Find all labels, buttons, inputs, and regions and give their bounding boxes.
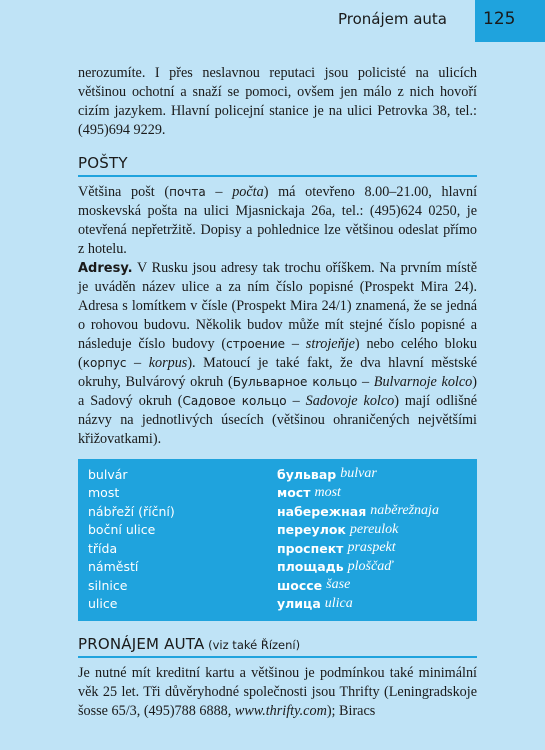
page-number: 125 xyxy=(483,9,516,29)
vocab-row xyxy=(88,502,477,521)
vocab-transliteration: naběrežnaja xyxy=(370,503,439,519)
vocab-transliteration: pereulok xyxy=(349,521,399,537)
vocab-row xyxy=(88,521,477,540)
vocab-czech: ulice xyxy=(88,596,118,612)
section-cross-reference: (viz také Řízení) xyxy=(204,638,301,652)
section-title: PRONÁJEM AUTA xyxy=(78,635,205,653)
vocab-transliteration: bulvar xyxy=(340,466,377,482)
thrifty-url: www.thrifty.com xyxy=(234,703,327,719)
vocab-row xyxy=(88,576,477,595)
vocab-russian: мост xyxy=(277,485,311,501)
vocab-czech: silnice xyxy=(88,577,128,593)
vocab-transliteration: most xyxy=(314,484,341,500)
vocab-czech: most xyxy=(88,485,120,501)
intro-paragraph: nerozumíte. I přes neslavnou reputaci jsou policisté na ulicích většinou ochotní a snaží se pomoci, ovšem jen málo z nich hovoří cizím jazykem. Hlavní policejní stanice je na ulici Petrovka 38, tel.: (495)694 9229. xyxy=(78,65,477,138)
vocab-czech: boční ulice xyxy=(88,522,156,538)
vocab-transliteration: šase xyxy=(326,577,351,593)
adresy-paragraph: Adresy. V Rusku jsou adresy tak trochu oříškem. Na prvním místě je uváděn název ulice a za ním číslo popisné (Prospekt Mira 24). Adresa s lomítkem v čísle (Prospekt Mira 24/1) znamená, že se jedná o rohovou budovu. Několik budov může mít stejné číslo popisné a následuje číslo budovy (строение – strojeňje) nebo celého bloku (корпус – korpus). Matoucí je také fakt, že dva hlavní městské okruhy, Bulvárový okruh (Бульварное кольцо – Bulvarnoje kolco) a Sadový okruh (Садовое кольцо – Sadovoje kolco) mají odlišné názvy na jednotlivých úsecích (většinou ohraničených největšími křižovatkami). xyxy=(78,260,478,447)
page-header xyxy=(0,0,545,42)
vocab-russian: бульвар xyxy=(277,466,337,482)
vocab-transliteration: praspekt xyxy=(347,540,396,556)
vocab-russian: проспект xyxy=(277,540,344,556)
vocab-russian: площадь xyxy=(277,559,344,575)
section-heading-posty xyxy=(78,154,477,177)
running-head-title: Pronájem auta xyxy=(337,10,447,28)
vocab-row xyxy=(88,595,477,614)
vocab-transliteration: ulica xyxy=(324,595,353,611)
page-number-box xyxy=(475,0,545,42)
vocab-russian: набережная xyxy=(277,503,367,519)
posty-paragraph-1: Většina pošt (почта – počta) má otevřeno 8.00–21.00, hlavní moskevská pošta na ulici Mjasnickaja 26a, tel.: (495)624 0250, je otevřená nepřetržitě. Dopisy a pohlednice lze většinou odeslat přímo z hotelu. xyxy=(78,184,478,257)
vocab-row xyxy=(88,539,477,558)
vocab-row xyxy=(88,558,477,577)
vocab-russian: улица xyxy=(277,596,321,612)
vocab-row xyxy=(88,484,477,503)
vocab-czech: nábřeží (říční) xyxy=(88,503,175,519)
section-heading-pronajem xyxy=(78,635,477,658)
vocab-czech: bulvár xyxy=(88,466,128,482)
vocab-czech: náměstí xyxy=(88,559,139,575)
adresy-label: Adresy. xyxy=(78,261,133,276)
page-content xyxy=(78,64,477,721)
section-title: POŠTY xyxy=(78,154,128,172)
vocab-row xyxy=(88,465,477,484)
vocabulary-box xyxy=(78,459,477,621)
pronajem-paragraph: Je nutné mít kreditní kartu a většinou je podmínkou také minimální věk 25 let. Tři důvěryhodné společnosti jsou Thrifty (Leningradskoje šosse 65/3, (495)788 6888, www.thrifty.com); Biracs xyxy=(78,665,477,719)
vocab-czech: třída xyxy=(88,540,118,556)
vocab-russian: шоссе xyxy=(277,577,323,593)
vocab-russian: переулок xyxy=(277,522,346,538)
vocab-transliteration: ploščaď xyxy=(347,558,393,574)
